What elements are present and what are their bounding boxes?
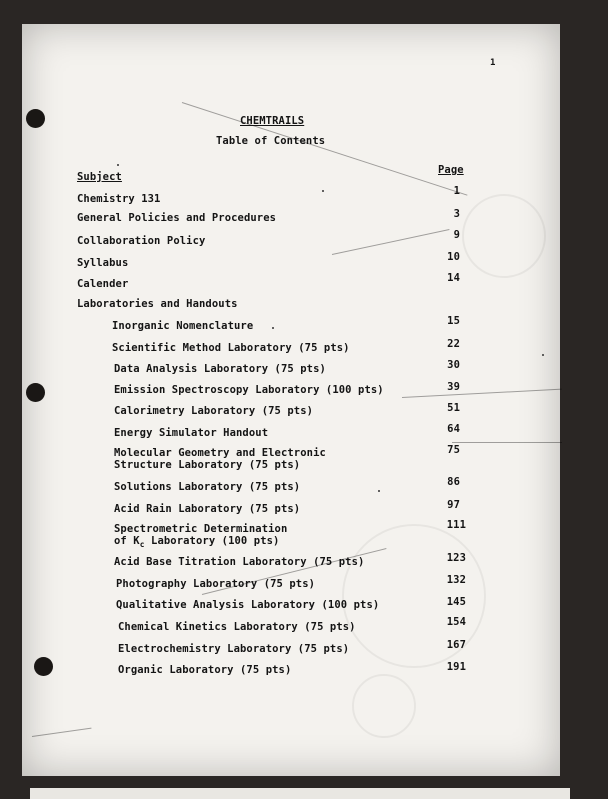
toc-lab-label: Chemical Kinetics Laboratory (75 pts) bbox=[118, 621, 356, 633]
toc-lab-label: Electrochemistry Laboratory (75 pts) bbox=[118, 643, 350, 655]
toc-lab-page: 154 bbox=[446, 616, 466, 628]
document-title: CHEMTRAILS bbox=[240, 115, 305, 127]
toc-entry-label: Syllabus bbox=[77, 257, 129, 269]
next-page-edge bbox=[30, 788, 570, 799]
toc-entry-label: Chemistry 131 bbox=[77, 193, 161, 205]
toc-lab-page: 86 bbox=[447, 476, 460, 488]
toc-lab-page: 111 bbox=[446, 519, 466, 531]
punch-hole bbox=[26, 109, 45, 128]
subject-header: Subject bbox=[77, 171, 122, 183]
scan-artifact bbox=[452, 442, 562, 443]
toc-entry-page: 1 bbox=[453, 185, 460, 197]
toc-entry-page: 14 bbox=[447, 272, 460, 284]
toc-lab-label: Organic Laboratory (75 pts) bbox=[118, 664, 292, 676]
toc-lab-label: Data Analysis Laboratory (75 pts) bbox=[114, 363, 326, 375]
toc-lab-label-line2: of $K_c$ Laboratory (100 pts) bbox=[114, 535, 280, 550]
toc-lab-label: Solutions Laboratory (75 pts) bbox=[114, 481, 301, 493]
toc-lab-label: Acid Rain Laboratory (75 pts) bbox=[114, 503, 301, 515]
toc-section-heading: Laboratories and Handouts bbox=[77, 298, 238, 310]
toc-lab-page: 22 bbox=[447, 338, 460, 350]
page-header: Page bbox=[438, 164, 464, 176]
toc-lab-page: 132 bbox=[446, 574, 466, 586]
scan-artifact bbox=[352, 674, 416, 738]
toc-lab-label: Emission Spectroscopy Laboratory (100 pts) bbox=[114, 384, 384, 396]
toc-lab-label-line2: Structure Laboratory (75 pts) bbox=[114, 459, 301, 471]
toc-lab-label: Qualitative Analysis Laboratory (100 pts) bbox=[116, 599, 380, 611]
toc-entry-label: General Policies and Procedures bbox=[77, 212, 277, 224]
toc-lab-label: Molecular Geometry and Electronic bbox=[114, 447, 326, 459]
document-subtitle: Table of Contents bbox=[216, 135, 326, 147]
toc-lab-page: 167 bbox=[446, 639, 466, 651]
toc-lab-label: Calorimetry Laboratory (75 pts) bbox=[114, 405, 314, 417]
toc-lab-label: Inorganic Nomenclature bbox=[112, 320, 254, 332]
toc-entry-page: 9 bbox=[453, 229, 460, 241]
toc-lab-label: Scientific Method Laboratory (75 pts) bbox=[112, 342, 350, 354]
toc-lab-page: 15 bbox=[447, 315, 460, 327]
toc-lab-label: Spectrometric Determination bbox=[114, 523, 288, 535]
punch-hole bbox=[34, 657, 53, 676]
scan-artifact bbox=[32, 728, 92, 737]
toc-lab-label: Energy Simulator Handout bbox=[114, 427, 269, 439]
toc-lab-page: 75 bbox=[447, 444, 460, 456]
toc-lab-label: Acid Base Titration Laboratory (75 pts) bbox=[114, 556, 365, 568]
toc-lab-page: 97 bbox=[447, 499, 460, 511]
toc-lab-page: 145 bbox=[446, 596, 466, 608]
punch-hole bbox=[26, 383, 45, 402]
toc-entry-label: Collaboration Policy bbox=[77, 235, 206, 247]
toc-lab-page: 39 bbox=[447, 381, 460, 393]
toc-entry-page: 10 bbox=[447, 251, 460, 263]
page-number: 1 bbox=[490, 58, 496, 68]
toc-entry-page: 3 bbox=[453, 208, 460, 220]
scan-artifact bbox=[182, 102, 468, 196]
toc-lab-page: 123 bbox=[446, 552, 466, 564]
toc-lab-page: 191 bbox=[446, 661, 466, 673]
toc-lab-page: 51 bbox=[447, 402, 460, 414]
toc-entry-label: Calender bbox=[77, 278, 129, 290]
scan-artifact bbox=[462, 194, 546, 278]
toc-lab-page: 64 bbox=[447, 423, 460, 435]
toc-lab-label: Photography Laboratory (75 pts) bbox=[116, 578, 316, 590]
toc-lab-page: 30 bbox=[447, 359, 460, 371]
scan-artifact bbox=[402, 389, 562, 398]
